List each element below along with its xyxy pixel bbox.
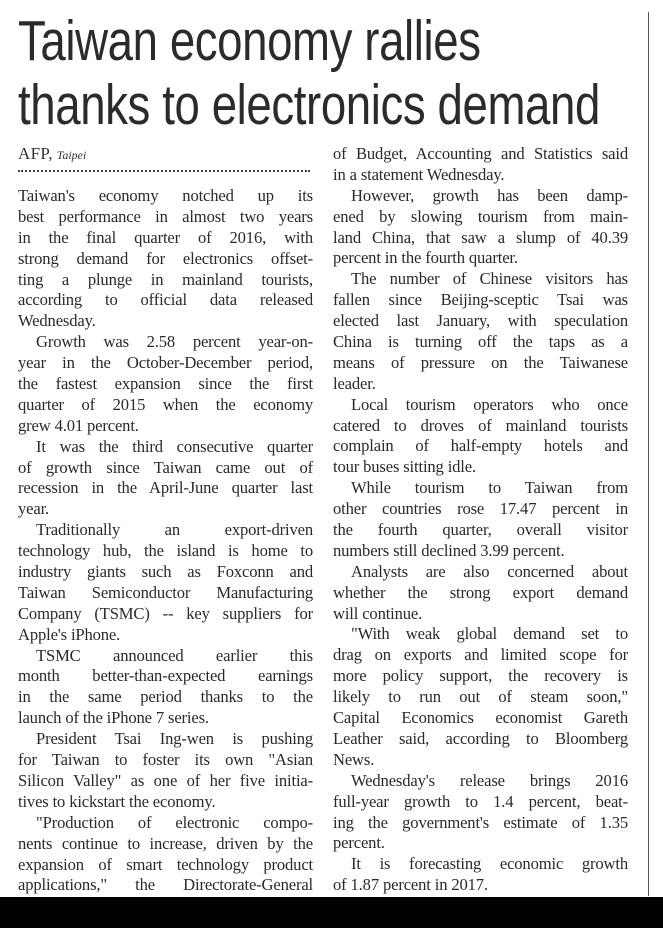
- text-line: launch of the iPhone 7 series.: [18, 708, 209, 728]
- text-line: in the same period thanks to the: [18, 687, 313, 707]
- text-line: Apple's iPhone.: [18, 624, 121, 644]
- text-line: complain of half-empty hotels and: [333, 436, 628, 456]
- bottom-black-bar: [0, 897, 663, 928]
- text-line: whether the strong export demand: [333, 582, 628, 602]
- text-line: percent in the fourth quarter.: [333, 248, 518, 268]
- paragraph: [333, 269, 628, 394]
- paragraph: [333, 771, 628, 855]
- text-line: China is turning off the taps as a: [333, 332, 628, 352]
- text-line: "Production of electronic compo-: [36, 812, 313, 832]
- text-line: ened by slowing tourism from main-: [333, 206, 628, 226]
- text-line: Taiwan's economy notched up its: [18, 186, 313, 205]
- text-line: It was the third consecutive quarter: [36, 436, 313, 456]
- text-line: best performance in almost two years: [18, 206, 313, 226]
- text-line: in the final quarter of 2016, with: [18, 227, 313, 247]
- text-line: ting a plunge in mainland tourists,: [18, 269, 313, 289]
- text-line: year in the October-December period,: [18, 353, 313, 373]
- text-line: Analysts are also concerned about: [351, 561, 628, 581]
- headline-line-2: thanks to electronics demand: [18, 73, 600, 137]
- text-line: in a statement Wednesday.: [333, 164, 505, 184]
- byline: [18, 144, 86, 164]
- paragraph: [18, 332, 313, 436]
- text-line: numbers still declined 3.99 percent.: [333, 540, 565, 560]
- paragraph: [333, 624, 628, 770]
- text-line: nents continue to increase, driven by the: [18, 833, 313, 853]
- text-line: President Tsai Ing-wen is pushing: [36, 729, 313, 749]
- text-line: full-year growth to 1.4 percent, beat-: [333, 791, 628, 811]
- text-line: other countries rose 17.47 percent in: [333, 499, 628, 519]
- text-line: While tourism to Taiwan from: [351, 478, 628, 498]
- text-line: tives to kickstart the economy.: [18, 791, 216, 811]
- text-line: the fourth quarter, overall visitor: [333, 520, 628, 540]
- text-line: catered to droves of mainland tourists: [333, 415, 628, 435]
- text-line: expansion of smart technology product: [18, 854, 313, 874]
- text-line: fallen since Beijing-sceptic Tsai was: [333, 290, 628, 310]
- text-line: likely to run out of steam soon,": [333, 687, 628, 707]
- text-line: Leather said, according to Bloomberg: [333, 728, 628, 748]
- text-line: technology hub, the island is home to: [18, 541, 313, 561]
- text-line: means of pressure on the Taiwanese: [333, 352, 628, 372]
- text-line: Silicon Valley" as one of her five initia-: [18, 770, 313, 790]
- paragraph: [333, 478, 628, 562]
- text-line: News.: [333, 749, 375, 769]
- text-line: grew 4.01 percent.: [18, 415, 139, 435]
- text-line: Company (TSMC) -- key suppliers for: [18, 603, 313, 623]
- text-line: Wednesday.: [18, 311, 96, 331]
- headline-line-1: Taiwan economy rallies: [18, 9, 481, 73]
- text-line: according to official data released: [18, 290, 313, 310]
- text-line: drag on exports and limited scope for: [333, 645, 628, 665]
- text-line: However, growth has been damp-: [351, 185, 628, 205]
- text-line: It is forecasting economic growth: [351, 854, 628, 874]
- paragraph: [333, 854, 628, 896]
- paragraph: [333, 186, 628, 270]
- paragraph: [18, 646, 313, 730]
- text-line: of 1.87 percent in 2017.: [333, 875, 488, 895]
- text-line: quarter of 2015 when the economy: [18, 394, 313, 414]
- text-line: The number of Chinese visitors has: [351, 269, 628, 289]
- text-line: applications," the Directorate-General: [18, 875, 313, 895]
- article-column-1: [18, 186, 313, 896]
- byline-agency: AFP,: [18, 144, 53, 163]
- paragraph: [333, 144, 628, 186]
- text-line: Taiwan Semiconductor Manufacturing: [18, 582, 313, 602]
- text-line: of Budget, Accounting and Statistics said: [333, 144, 628, 163]
- text-line: recession in the April-June quarter last: [18, 478, 313, 498]
- text-line: Growth was 2.58 percent year-on-: [36, 332, 313, 352]
- text-line: for Taiwan to foster its own "Asian: [18, 750, 313, 770]
- text-line: Wednesday's release brings 2016: [351, 770, 628, 790]
- text-line: more policy support, the recovery is: [333, 666, 628, 686]
- byline-city: Taipei: [56, 148, 87, 162]
- column-rule: [648, 12, 649, 896]
- paragraph: [18, 437, 313, 521]
- dotted-divider: [18, 170, 310, 172]
- paragraph: [18, 186, 313, 332]
- text-line: leader.: [333, 373, 376, 393]
- text-line: land China, that saw a slump of 40.39: [333, 227, 628, 247]
- text-line: percent.: [333, 833, 385, 853]
- text-line: tour buses sitting idle.: [333, 457, 476, 477]
- text-line: of growth since Taiwan came out of: [18, 457, 313, 477]
- text-line: Local tourism operators who once: [351, 394, 628, 414]
- text-line: month better-than-expected earnings: [18, 666, 313, 686]
- article-column-2: [333, 144, 628, 896]
- text-line: will continue.: [333, 603, 423, 623]
- text-line: TSMC announced earlier this: [36, 645, 313, 665]
- paragraph: [333, 395, 628, 479]
- text-line: "With weak global demand set to: [351, 624, 628, 644]
- text-line: industry giants such as Foxconn and: [18, 562, 313, 582]
- paragraph: [18, 813, 313, 897]
- text-line: Capital Economics economist Gareth: [333, 708, 628, 728]
- paragraph: [333, 562, 628, 625]
- paragraph: [18, 520, 313, 645]
- text-line: strong demand for electronics offset-: [18, 248, 313, 268]
- text-line: elected last January, with speculation: [333, 311, 628, 331]
- text-line: ing the government's estimate of 1.35: [333, 812, 628, 832]
- text-line: the fastest expansion since the first: [18, 374, 313, 394]
- paragraph: [18, 729, 313, 813]
- text-line: Traditionally an export-driven: [36, 520, 313, 540]
- text-line: year.: [18, 499, 50, 519]
